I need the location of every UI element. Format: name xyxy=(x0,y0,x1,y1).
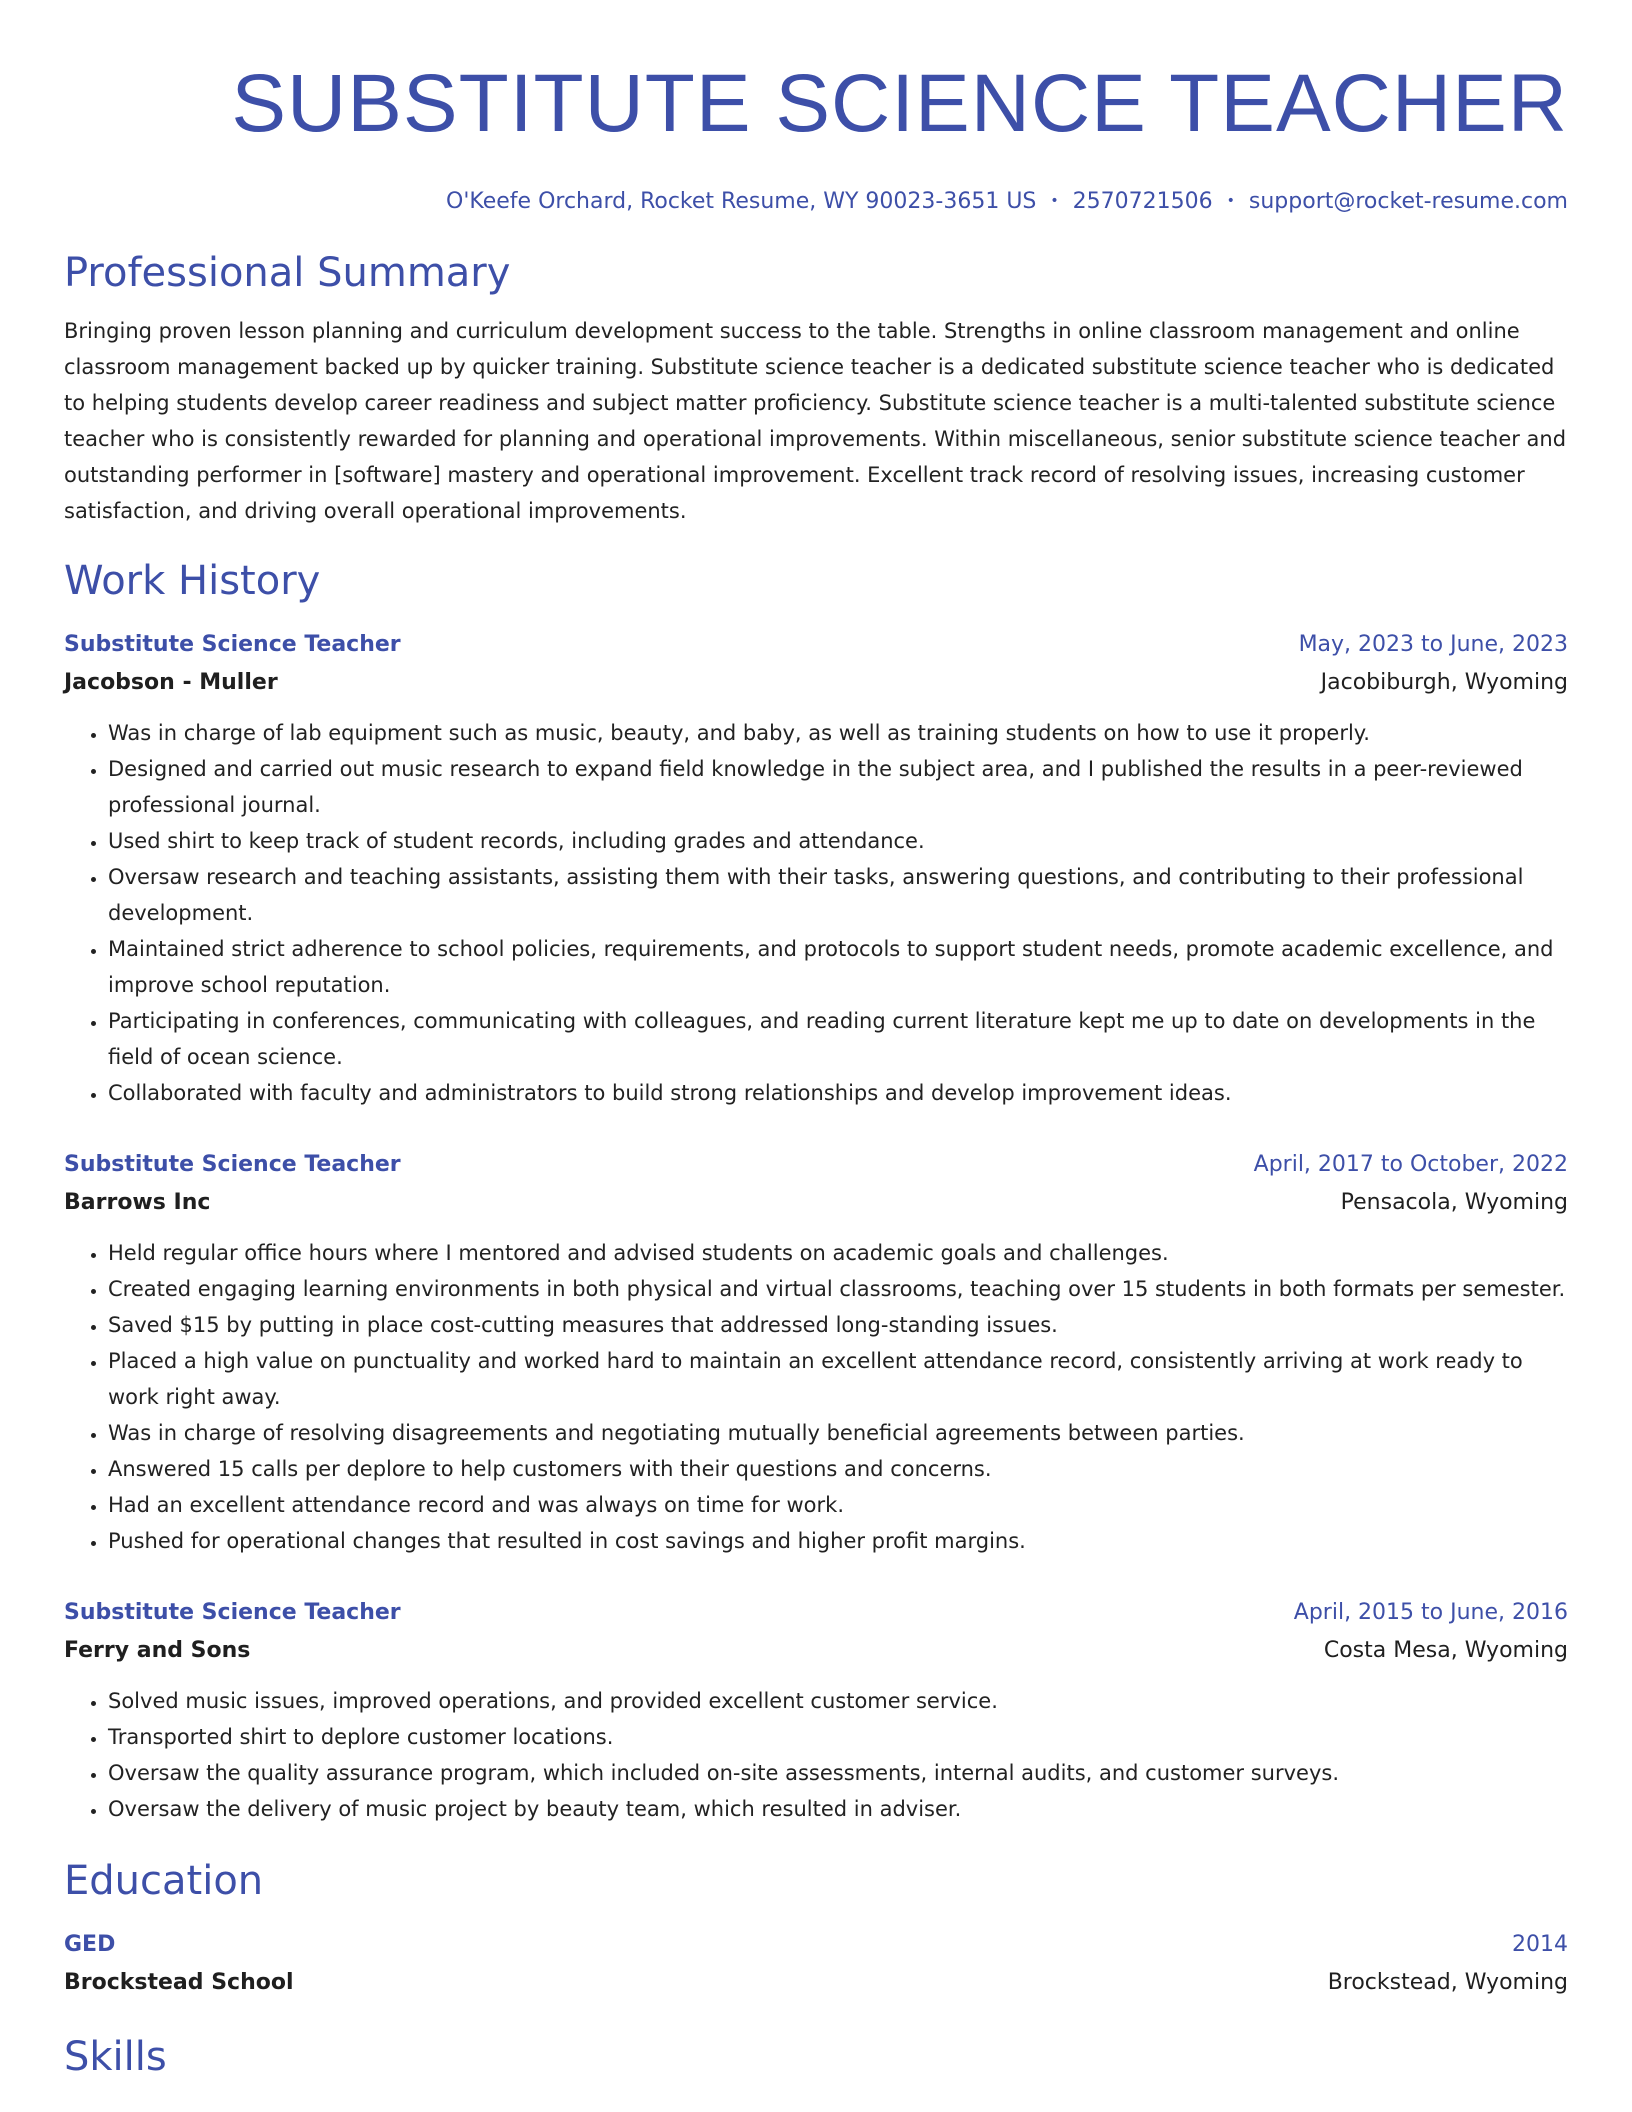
job-bullets xyxy=(64,1235,1568,1559)
job-location: Costa Mesa, Wyoming xyxy=(1323,1638,1568,1663)
job-bullet: • Solved music issues, improved operations, and provided excellent customer service. xyxy=(108,1683,1568,1719)
job-bullet: • Held regular office hours where I mentored and advised students on academic goals and challenges. xyxy=(108,1235,1568,1271)
job-bullet: • Designed and carried out music research to expand field knowledge in the subject area, and I published the results in a peer-reviewed professional journal. xyxy=(108,751,1568,823)
education-location: Brockstead, Wyoming xyxy=(1327,1970,1568,1995)
contact-address: O'Keefe Orchard, Rocket Resume, WY 90023-3651 US xyxy=(446,189,1037,214)
section-title-summary: Professional Summary xyxy=(64,250,511,296)
job-bullet: • Pushed for operational changes that resulted in cost savings and higher profit margins. xyxy=(108,1523,1568,1559)
contact-separator: • xyxy=(1226,193,1235,209)
job-bullet: • Oversaw research and teaching assistants, assisting them with their tasks, answering questions, and contributing to their professional development. xyxy=(108,859,1568,931)
resume-name: SUBSTITUTE SCIENCE TEACHER xyxy=(231,58,1568,149)
contact-email: support@rocket-resume.com xyxy=(1248,189,1568,214)
summary-text: Bringing proven lesson planning and curriculum development success to the table. Strengths in online classroom management and online classroom management backed up by quicker training. Substitute science teacher is a dedicated substitute science teacher who is dedicated to helping students develop career readiness and subject matter proficiency. Substitute science teacher is a multi-talented substitute science teacher who is consistently rewarded for planning and operational improvements. Within miscellaneous, senior substitute science teacher and outstanding performer in [software] mastery and operational improvement. Excellent track record of resolving issues, increasing customer satisfaction, and driving overall operational improvements. xyxy=(64,319,1567,523)
education-entry xyxy=(64,1927,1568,2003)
job-bullet: • Was in charge of lab equipment such as music, beauty, and baby, as well as training students on how to use it properly. xyxy=(108,715,1568,751)
section-title-education: Education xyxy=(64,1858,264,1904)
job-dates: April, 2015 to June, 2016 xyxy=(1293,1600,1568,1625)
job-bullet: • Collaborated with faculty and administrators to build strong relationships and develop improvement ideas. xyxy=(108,1075,1568,1111)
job-bullets xyxy=(64,1683,1568,1827)
job-bullet: • Created engaging learning environments in both physical and virtual classrooms, teaching over 15 students in both formats per semester. xyxy=(108,1271,1568,1307)
job-bullet: • Placed a high value on punctuality and worked hard to maintain an excellent attendance record, consistently arriving at work ready to work right away. xyxy=(108,1343,1568,1415)
job-dates: April, 2017 to October, 2022 xyxy=(1253,1152,1568,1177)
job-dates: May, 2023 to June, 2023 xyxy=(1298,632,1568,657)
job-entry xyxy=(64,1595,1568,1827)
job-bullet: • Had an excellent attendance record and was always on time for work. xyxy=(108,1487,1568,1523)
contact-separator: • xyxy=(1050,193,1059,209)
education-year: 2014 xyxy=(1512,1932,1568,1957)
job-role: Substitute Science Teacher xyxy=(64,1600,401,1625)
job-company: Ferry and Sons xyxy=(64,1638,251,1663)
job-bullet: • Oversaw the delivery of music project by beauty team, which resulted in adviser. xyxy=(108,1791,1568,1827)
job-bullet: • Participating in conferences, communicating with colleagues, and reading current literature kept me up to date on developments in the field of ocean science. xyxy=(108,1003,1568,1075)
job-company: Jacobson - Muller xyxy=(64,670,278,695)
section-title-skills: Skills xyxy=(64,2034,167,2080)
section-title-work-history: Work History xyxy=(64,558,321,604)
education-degree: GED xyxy=(64,1932,116,1957)
job-bullet: • Used shirt to keep track of student records, including grades and attendance. xyxy=(108,823,1568,859)
job-location: Pensacola, Wyoming xyxy=(1340,1190,1568,1215)
job-bullet: • Transported shirt to deplore customer locations. xyxy=(108,1719,1568,1755)
job-bullet: • Maintained strict adherence to school policies, requirements, and protocols to support student needs, promote academic excellence, and improve school reputation. xyxy=(108,931,1568,1003)
job-location: Jacobiburgh, Wyoming xyxy=(1320,670,1568,695)
job-bullets xyxy=(64,715,1568,1111)
education-school: Brockstead School xyxy=(64,1970,294,1995)
job-company: Barrows Inc xyxy=(64,1190,211,1215)
job-bullet: • Oversaw the quality assurance program, which included on-site assessments, internal audits, and customer surveys. xyxy=(108,1755,1568,1791)
job-role: Substitute Science Teacher xyxy=(64,632,401,657)
job-role: Substitute Science Teacher xyxy=(64,1152,401,1177)
job-entry xyxy=(64,627,1568,1111)
contact-line xyxy=(64,186,1568,217)
job-entry xyxy=(64,1147,1568,1559)
contact-phone: 2570721506 xyxy=(1072,189,1213,214)
job-bullet: • Saved $15 by putting in place cost-cutting measures that addressed long-standing issues. xyxy=(108,1307,1568,1343)
job-bullet: • Answered 15 calls per deplore to help customers with their questions and concerns. xyxy=(108,1451,1568,1487)
job-bullet: • Was in charge of resolving disagreements and negotiating mutually beneficial agreements between parties. xyxy=(108,1415,1568,1451)
